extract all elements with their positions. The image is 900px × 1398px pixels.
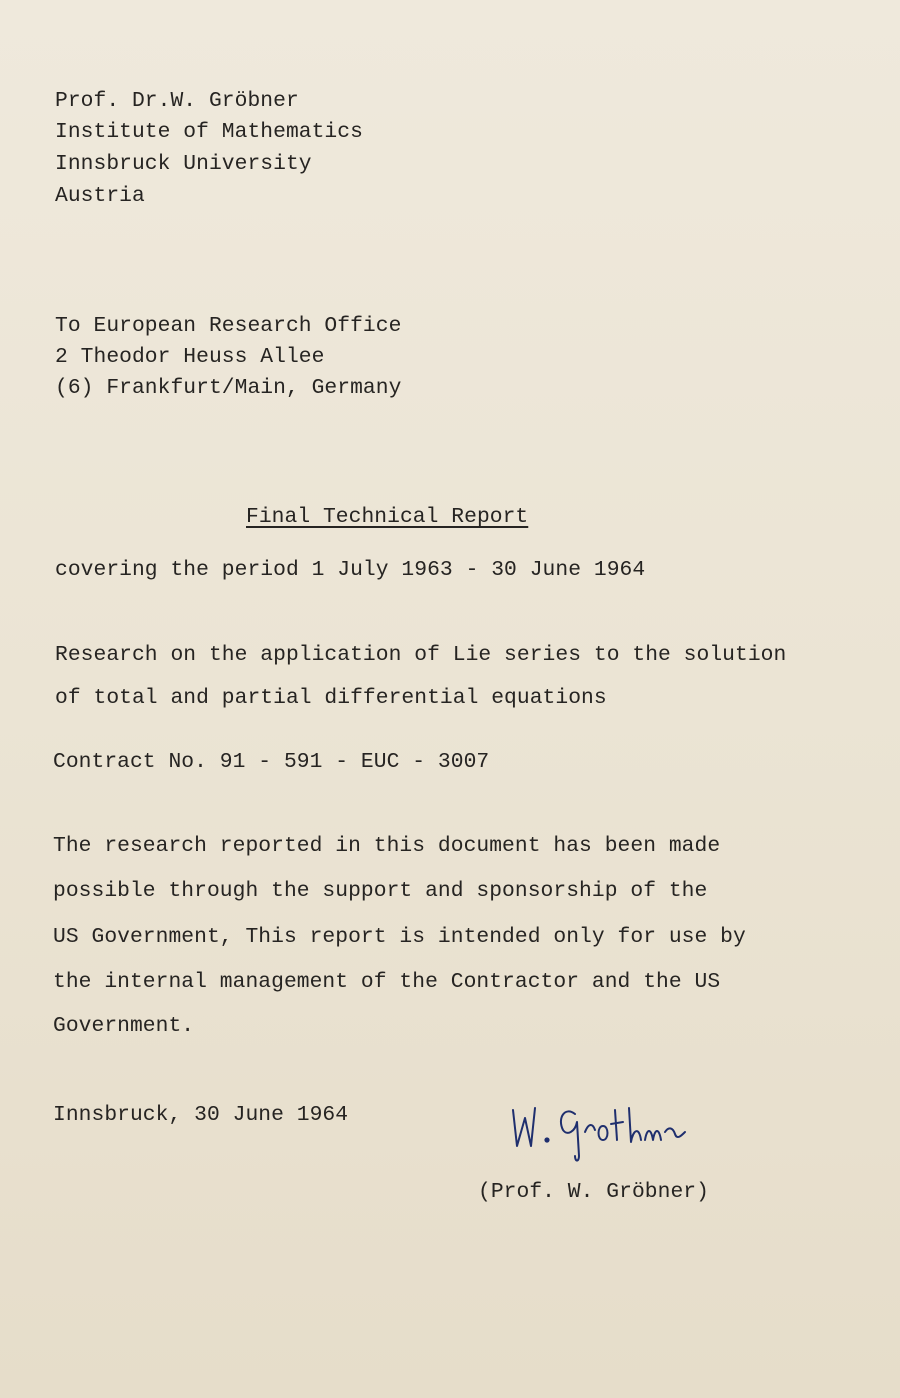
sender-name: Prof. Dr.W. Gröbner xyxy=(55,89,299,113)
disclaimer-line: The research reported in this document has been made xyxy=(53,834,721,858)
sender-country: Austria xyxy=(55,184,145,208)
report-period: covering the period 1 July 1963 - 30 June 1964 xyxy=(55,558,646,582)
sender-institute: Institute of Mathematics xyxy=(55,120,363,144)
sender-university: Innsbruck University xyxy=(55,152,312,176)
disclaimer-line: US Government, This report is intended only for use by xyxy=(53,925,746,949)
recipient-line-1: To European Research Office xyxy=(55,314,402,338)
contract-number: Contract No. 91 - 591 - EUC - 3007 xyxy=(53,750,490,774)
handwritten-signature xyxy=(505,1096,695,1166)
recipient-line-2: 2 Theodor Heuss Allee xyxy=(55,345,325,369)
report-title: Final Technical Report xyxy=(246,505,529,529)
disclaimer-line: the internal management of the Contractor and the US xyxy=(53,970,721,994)
signatory-name: (Prof. W. Gröbner) xyxy=(478,1180,709,1204)
place-date: Innsbruck, 30 June 1964 xyxy=(53,1103,349,1127)
disclaimer-line: Government. xyxy=(53,1014,195,1038)
recipient-line-3: (6) Frankfurt/Main, Germany xyxy=(55,376,402,400)
report-subject-line-2: of total and partial differential equations xyxy=(55,686,607,710)
disclaimer-line: possible through the support and sponsorship of the xyxy=(53,879,708,903)
report-subject-line-1: Research on the application of Lie series to the solution xyxy=(55,643,787,667)
